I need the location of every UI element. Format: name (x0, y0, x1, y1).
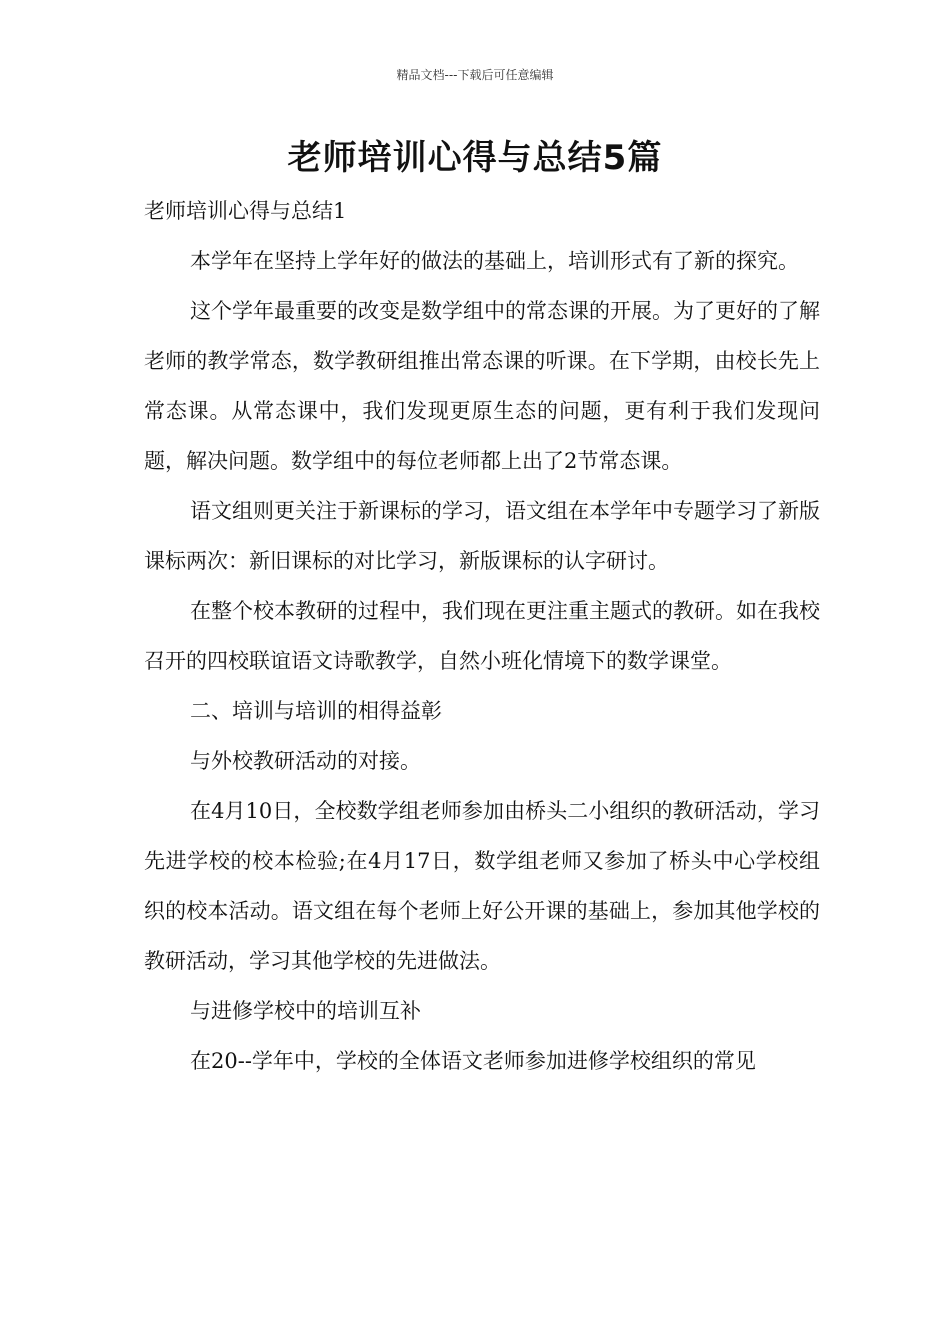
paragraph: 在20--学年中，学校的全体语文老师参加进修学校组织的常见 (190, 1049, 756, 1073)
paragraph: 在整个校本教研的过程中，我们现在更注重主题式的教研。如在我校召开的四校联谊语文诗歌教学，自然小班化情境下的数学课堂。 (144, 599, 820, 673)
section-heading: 二、培训与培训的相得益彰 (190, 699, 442, 723)
document-subtitle: 老师培训心得与总结1 (144, 199, 347, 223)
subsection-heading: 与进修学校中的培训互补 (190, 999, 421, 1023)
paragraph: 本学年在坚持上学年好的做法的基础上，培训形式有了新的探究。 (190, 249, 799, 273)
document-body (144, 186, 820, 1086)
document-title: 老师培训心得与总结5篇 (287, 138, 663, 178)
paragraph: 语文组则更关注于新课标的学习，语文组在本学年中专题学习了新版课标两次：新旧课标的对比学习，新版课标的认字研讨。 (144, 499, 820, 573)
paragraph: 这个学年最重要的改变是数学组中的常态课的开展。为了更好的了解老师的教学常态，数学教研组推出常态课的听课。在下学期，由校长先上常态课。从常态课中，我们发现更原生态的问题，更有利于我们发现问题，解决问题。数学组中的每位老师都上出了2节常态课。 (144, 299, 820, 473)
subsection-heading: 与外校教研活动的对接。 (190, 749, 421, 773)
paragraph: 在4月10日，全校数学组老师参加由桥头二小组织的教研活动，学习先进学校的校本检验;在4月17日，数学组老师又参加了桥头中心学校组织的校本活动。语文组在每个老师上好公开课的基础上，参加其他学校的教研活动，学习其他学校的先进做法。 (144, 799, 820, 973)
page-header-note: 精品文档---下载后可任意编辑 (396, 68, 554, 82)
